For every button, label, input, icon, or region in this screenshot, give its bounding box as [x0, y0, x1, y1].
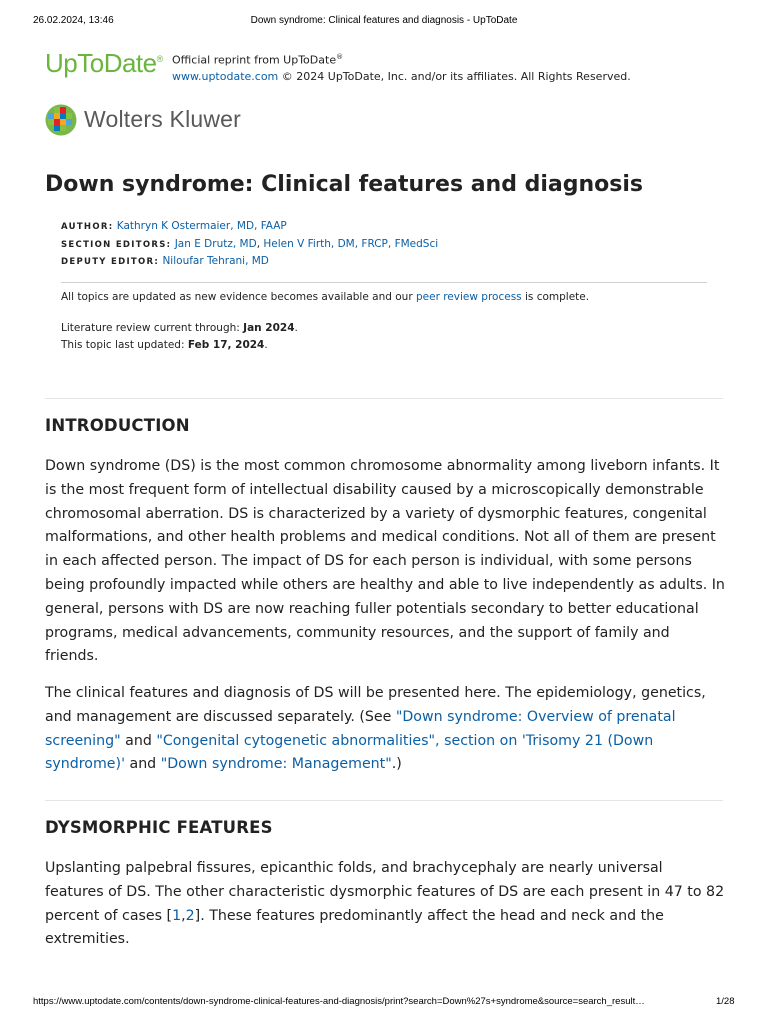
uptodate-registered-mark: ® [156, 54, 163, 64]
uptodate-site-link[interactable]: www.uptodate.com [172, 69, 279, 83]
section-editor-link[interactable]: Jan E Drutz, MD [174, 237, 257, 250]
print-datetime: 26.02.2024, 13:46 [33, 15, 114, 26]
print-header [0, 15, 768, 29]
review-text: All topics are updated as new evidence becomes available and our [61, 291, 416, 303]
dysmorphic-features-paragraph [45, 857, 725, 952]
paragraph-text: ]. These features predominantly affect the head and neck and the extremities. [45, 907, 664, 948]
wolters-kluwer-text: Wolters Kluwer [84, 106, 242, 132]
reference-link[interactable]: 2 [185, 907, 195, 924]
management-link[interactable]: "Down syndrome: Management" [160, 756, 392, 773]
reference-separator: , [181, 907, 186, 924]
divider [61, 282, 707, 283]
deputy-editor-link[interactable]: Niloufar Tehrani, MD [162, 255, 269, 267]
section-divider [45, 398, 723, 399]
prenatal-screening-link[interactable]: "Down syndrome: Overview of prenatal screening" [45, 708, 676, 749]
lit-review-date: Jan 2024 [243, 322, 295, 334]
section-editors-line: SECTION EDITORS: Jan E Drutz, MD, Helen V Firth, DM, FRCP, FMedSci [61, 237, 439, 250]
reprint-line: Official reprint from UpToDate [172, 53, 337, 67]
lit-review-label: Literature review current through: [61, 322, 244, 334]
updated-date: Feb 17, 2024 [187, 339, 265, 351]
section-editors-label: SECTION EDITORS: [61, 239, 172, 250]
author-line [61, 218, 721, 236]
deputy-editor-line [61, 253, 721, 271]
paragraph-text: and [124, 756, 161, 773]
dysmorphic-features-heading: DYSMORPHIC FEATURES [45, 818, 273, 837]
review-notice [61, 290, 711, 305]
article-title: Down syndrome: Clinical features and diagnosis [45, 172, 643, 197]
uptodate-logo-text: UpToDate [45, 48, 157, 78]
section-divider [45, 800, 723, 801]
author-label: AUTHOR: [61, 222, 114, 232]
peer-review-link[interactable]: peer review process [415, 291, 522, 303]
reference-link[interactable]: 1 [172, 907, 182, 924]
introduction-see-also-paragraph [45, 682, 725, 777]
uptodate-logo [45, 46, 163, 80]
brand-row [45, 46, 725, 86]
section-editor-link[interactable]: Helen V Firth, DM, FRCP, FMedSci [263, 237, 439, 250]
review-text-end: is complete. [521, 291, 590, 303]
contributors [61, 218, 721, 271]
topic-dates: Literature review current through: Jan 2024. This topic last updated: Feb 17, 2024. [61, 322, 298, 351]
introduction-heading: INTRODUCTION [45, 416, 190, 435]
updated-label: This topic last updated: [61, 339, 188, 351]
paragraph-text: and [120, 732, 157, 749]
wolters-kluwer-mosaic-icon [45, 104, 77, 136]
print-url: https://www.uptodate.com/contents/down-syndrome-clinical-features-and-diagnosis/print?search=Down%27s+syndrome&source=search_result… [33, 996, 645, 1007]
paragraph-text: .) [391, 756, 402, 773]
paragraph-text: Upslanting palpebral fissures, epicanthic folds, and brachycephaly are nearly universal features of DS. The other characteristic dysmorphic features of DS are each present in 47 to 82 percent of cases [ [45, 860, 725, 924]
print-footer [0, 996, 768, 1010]
page-number: 1/28 [716, 996, 735, 1007]
cytogenetic-abnormalities-link[interactable]: "Congenital cytogenetic abnormalities", section on 'Trisomy 21 (Down syndrome)' [45, 732, 654, 773]
wolters-kluwer-logo [45, 104, 305, 136]
author-link[interactable]: Kathryn K Ostermaier, MD, FAAP [116, 220, 287, 232]
copyright-text: © 2024 UpToDate, Inc. and/or its affiliates. All Rights Reserved. [278, 69, 631, 83]
reprint-notice [172, 49, 631, 85]
reprint-registered-mark: ® [336, 53, 344, 61]
introduction-paragraph: Down syndrome (DS) is the most common chromosome abnormality among liveborn infants. It is the most frequent form of intellectual disability caused by a microscopically demonstrable chromosomal aberration. DS is characterized by a variety of dysmorphic features, congenital malformations, and other health problems and medical conditions. Not all of them are present in each affected person. The impact of DS for each person is individual, with some persons being profoundly impacted while others are healthy and able to live independently as adults. In general, persons with DS are now reaching fuller potentials secondary to better educational programs, medical advancements, community resources, and the support of family and friends. [45, 458, 725, 665]
print-page-title: Down syndrome: Clinical features and diagnosis - UpToDate [250, 15, 518, 26]
deputy-editor-label: DEPUTY EDITOR: [61, 257, 160, 267]
paragraph-text: The clinical features and diagnosis of DS will be presented here. The epidemiology, genetics, and management are discussed separately. (See [45, 685, 706, 725]
